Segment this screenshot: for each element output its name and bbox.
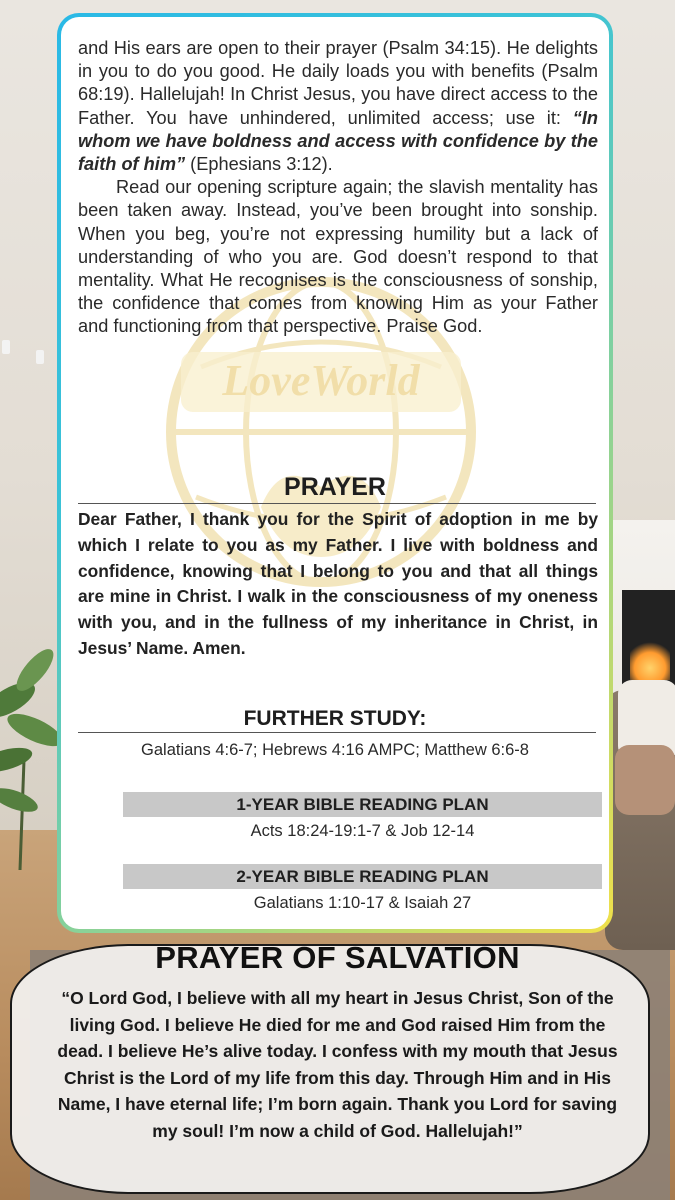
further-study-heading: FURTHER STUDY: bbox=[243, 707, 427, 730]
devotional-paragraph bbox=[78, 37, 598, 176]
further-study-references: Galatians 4:6-7; Hebrews 4:16 AMPC; Matthew 6:6-8 bbox=[141, 741, 529, 759]
scripture-quote: “In whom we have boldness and access with confidence by the faith of him” bbox=[78, 107, 598, 175]
background-pillow bbox=[615, 745, 675, 815]
prayer-text: Dear Father, I thank you for the Spirit of adoption in me by which I relate to you as my Father. I live with boldness and confidence, knowing that I belong to you and that all things are mine in Christ. I walk in the consciousness of my oneness with you, and in the fullness of my inheritance in Christ, in Jesus’ Name. Amen. bbox=[78, 509, 598, 658]
track-light-icon bbox=[36, 350, 44, 364]
devotional-paragraph: Read our opening scripture again; the slavish mentality has been taken away. Instead, you’ve been brought into sonship. When you beg, you’re not expressing humility but a lack of understanding of who you are. God doesn’t respond to that mentality. What He recognises is the consciousness of sonship, the confidence that comes from knowing Him as your Father and functioning from that perspective. Praise God. bbox=[78, 177, 598, 337]
track-light-icon bbox=[2, 340, 10, 354]
fire-image bbox=[630, 640, 670, 680]
two-year-plan-reading: Galatians 1:10-17 & Isaiah 27 bbox=[253, 894, 472, 912]
salvation-heading: PRAYER OF SALVATION bbox=[155, 940, 520, 975]
divider bbox=[78, 503, 596, 504]
scripture-reference: (Ephesians 3:12). bbox=[185, 154, 333, 175]
one-year-plan-heading: 1-YEAR BIBLE READING PLAN bbox=[123, 792, 602, 817]
devotional-body bbox=[78, 37, 598, 339]
paragraph-text: and His ears are open to their prayer (Psalm 34:15). He delights in you to do you good. He daily loads you with benefits (Psalm 68:19). Hallelujah! In Christ Jesus, you have direct access to the Father. You have unhindered, unlimited access; use it: bbox=[78, 38, 598, 128]
one-year-plan-reading: Acts 18:24-19:1-7 & Job 12-14 bbox=[250, 822, 475, 840]
two-year-plan-heading: 2-YEAR BIBLE READING PLAN bbox=[123, 864, 602, 889]
divider bbox=[78, 732, 596, 733]
salvation-prayer-text: “O Lord God, I believe with all my heart in Jesus Christ, Son of the living God. I believe He died for me and God raised Him from the dead. I believe He’s alive today. I confess with my mouth that Jesus Christ is the Lord of my life from this day. Through Him and in His Name, I have eternal life; I’m born again. Thank you Lord for saving my soul! I’m now a child of God. Hallelujah!” bbox=[57, 988, 618, 1141]
prayer-heading: PRAYER bbox=[284, 473, 386, 501]
watermark-text: LoveWorld bbox=[222, 356, 420, 405]
